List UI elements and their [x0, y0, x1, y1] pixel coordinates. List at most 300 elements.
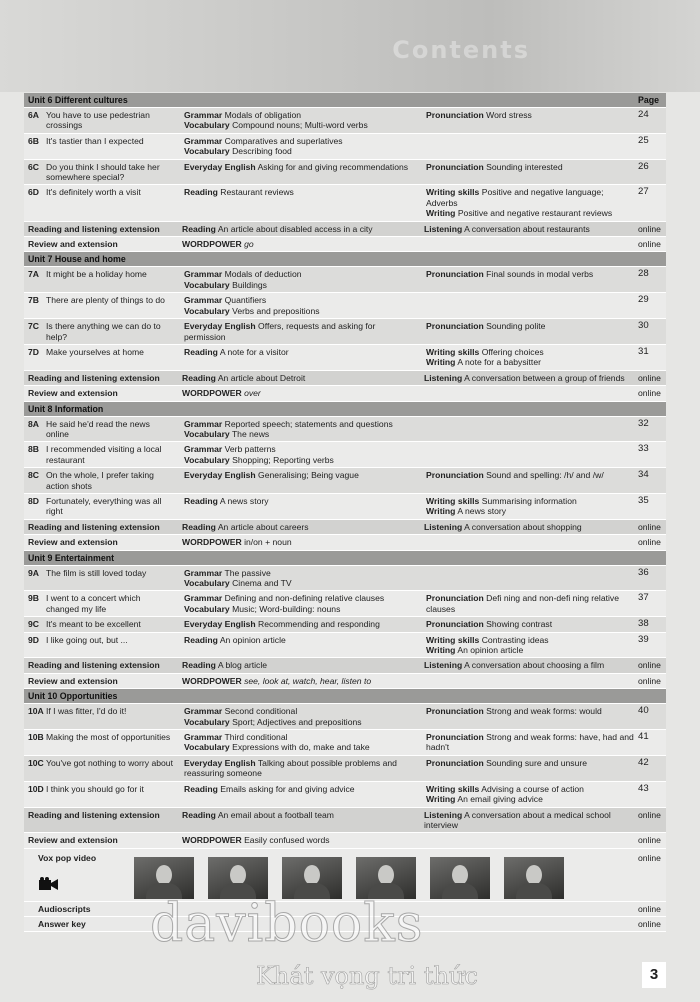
extension-right-value: A conversation about choosing a film	[464, 660, 605, 671]
lesson-code: 7A	[28, 269, 39, 280]
unit-header	[24, 402, 666, 417]
extension-right-key: Listening	[424, 809, 463, 820]
grammar-line-1-key: Reading	[184, 634, 218, 645]
lesson-grammar-cell	[180, 442, 422, 467]
extension-left-value: see, look at, watch, hear, listen to	[244, 675, 372, 686]
extension-left-key: WORDPOWER	[182, 675, 242, 686]
vox-pop-label: Vox pop video	[38, 852, 97, 863]
skills-line-1-value: Contrasting ideas	[481, 634, 549, 645]
lesson-title: On the whole, I prefer taking action shots	[46, 470, 154, 491]
lesson-title: Make yourselves at home	[46, 346, 144, 357]
lesson-skills-cell	[422, 185, 638, 220]
grammar-line	[184, 419, 418, 429]
page-column-label: Page	[638, 95, 660, 105]
lesson-skills-cell	[422, 417, 638, 442]
thumbnail-face	[526, 865, 542, 885]
skills-line-1-key: Pronunciation	[426, 321, 484, 332]
lesson-skills-cell	[422, 442, 638, 467]
grammar-line-1-value: An opinion article	[219, 634, 286, 645]
lesson-page: 37	[638, 592, 649, 604]
skills-line-2-value: A news story	[457, 506, 507, 517]
extension-left-value: in/on + noun	[244, 537, 292, 548]
grammar-line-1-value: Modals of obligation	[224, 110, 302, 120]
lesson-page: 27	[638, 186, 649, 198]
vocabulary-line	[184, 742, 418, 752]
lesson-code: 6C	[28, 161, 39, 172]
extension-right-cell	[420, 808, 638, 833]
lesson-title: It's tastier than I expected	[46, 135, 144, 146]
extension-left-cell	[178, 658, 420, 672]
lesson-code: 6B	[28, 135, 39, 146]
header-ghost-title: Contents	[392, 36, 530, 64]
lesson-title: I like going out, but ...	[46, 634, 128, 645]
extension-row	[24, 386, 666, 401]
footer-page: online	[638, 918, 661, 929]
grammar-line-1-key: Reading	[184, 495, 218, 506]
writing-line	[426, 357, 634, 367]
lesson-page: 34	[638, 469, 649, 481]
grammar-line	[184, 295, 418, 305]
lesson-skills-cell	[422, 267, 638, 292]
lesson-grammar-cell	[180, 417, 422, 442]
grammar-line-2-value: Music; Word-building: nouns	[232, 603, 341, 614]
skills-line-1-value: Sounding sure and unsure	[486, 757, 587, 768]
lesson-row	[24, 185, 666, 221]
skills-line	[426, 784, 634, 794]
extension-left-key: Reading	[182, 809, 216, 820]
extension-right-key: Listening	[424, 521, 463, 532]
skills-line-1-value: Positive and negative language; Adverbs	[426, 187, 604, 208]
grammar-line-2-key: Vocabulary	[184, 578, 230, 588]
grammar-line-1-value: Generalising; Being vague	[258, 470, 359, 481]
lesson-row	[24, 494, 666, 520]
lesson-skills-cell	[422, 319, 638, 344]
lesson-code: 9A	[28, 567, 39, 578]
grammar-line	[184, 110, 418, 120]
vocabulary-line	[184, 455, 418, 465]
lesson-code: 8A	[28, 418, 39, 429]
lesson-skills-cell	[422, 782, 638, 807]
unit-header	[24, 551, 666, 566]
skills-line	[426, 347, 634, 357]
vox-pop-thumbnail[interactable]	[282, 857, 342, 899]
extension-left-key: WORDPOWER	[182, 388, 242, 399]
grammar-line	[184, 706, 418, 716]
extension-page: online	[638, 372, 661, 383]
lesson-page: 26	[638, 160, 649, 172]
skills-line-2-value: An opinion article	[457, 645, 524, 656]
vocabulary-line	[184, 280, 418, 290]
extension-page: online	[638, 675, 661, 686]
lesson-page: 42	[638, 756, 649, 768]
grammar-line	[184, 619, 418, 629]
lesson-code: 8D	[28, 495, 39, 506]
lesson-grammar-cell	[180, 756, 422, 781]
lesson-code: 8B	[28, 444, 39, 455]
extension-row	[24, 833, 666, 848]
skills-line-1-key: Pronunciation	[426, 470, 484, 481]
lesson-title: If I was fitter, I'd do it!	[46, 706, 127, 717]
extension-left-cell	[178, 520, 420, 534]
skills-line-1-key: Pronunciation	[426, 110, 484, 120]
lesson-row	[24, 782, 666, 808]
skills-line-1-key: Writing skills	[426, 495, 480, 506]
lesson-grammar-cell	[180, 782, 422, 807]
watermark-tagline: Khát vọng tri thức	[256, 962, 478, 990]
extension-left-key: WORDPOWER	[182, 239, 242, 250]
skills-line-2-key: Writing	[426, 645, 456, 656]
skills-line-1-key: Pronunciation	[426, 706, 484, 717]
lesson-code: 10D	[28, 783, 44, 794]
writing-line	[426, 645, 634, 655]
skills-line-1-value: Word stress	[486, 110, 532, 120]
extension-left-key: WORDPOWER	[182, 835, 242, 846]
skills-line-1-key: Pronunciation	[426, 732, 484, 743]
lesson-skills-cell	[422, 468, 638, 493]
skills-line-1-value: Strong and weak forms: would	[486, 706, 602, 717]
grammar-line-2-value: Cinema and TV	[232, 578, 292, 588]
skills-line-1-value: Final sounds in modal verbs	[486, 269, 594, 280]
lesson-code: 10B	[28, 732, 44, 743]
unit-header	[24, 689, 666, 704]
lesson-page: 32	[638, 417, 649, 429]
lesson-grammar-cell	[180, 468, 422, 493]
skills-line-2-value: An email giving advice	[457, 794, 543, 805]
lesson-code: 7B	[28, 295, 39, 306]
lesson-skills-cell	[422, 293, 638, 318]
lesson-title: He said he'd read the news online	[46, 418, 150, 439]
extension-right-key: Listening	[424, 223, 463, 234]
extension-title: Reading and listening extension	[28, 521, 160, 532]
thumbnail-body	[516, 883, 552, 899]
grammar-line	[184, 784, 418, 794]
skills-line	[426, 187, 634, 208]
extension-right-value: A conversation between a group of friends	[464, 372, 625, 383]
extension-left-value: An article about careers	[217, 521, 309, 532]
skills-line	[426, 732, 634, 753]
extension-right-cell	[420, 674, 638, 688]
lesson-code: 10A	[28, 706, 44, 717]
grammar-line	[184, 444, 418, 454]
skills-line-1-key: Pronunciation	[426, 161, 484, 172]
vocabulary-line	[184, 306, 418, 316]
grammar-line-1-key: Grammar	[184, 269, 223, 280]
unit-title: Unit 8 Information	[28, 403, 104, 414]
lesson-grammar-cell	[180, 566, 422, 591]
lesson-skills-cell	[422, 134, 638, 159]
lesson-code: 7D	[28, 346, 39, 357]
contents-table	[24, 93, 666, 932]
lesson-title: Making the most of opportunities	[46, 732, 171, 743]
vocabulary-line	[184, 120, 418, 130]
grammar-line-1-key: Reading	[184, 783, 218, 794]
lesson-skills-cell	[422, 345, 638, 370]
skills-line-2-key: Writing	[426, 794, 456, 805]
writing-line	[426, 794, 634, 804]
grammar-line-1-value: Talking about possible problems and reassuring someone	[184, 757, 397, 779]
unit-title: Unit 7 House and home	[28, 254, 126, 265]
extension-page: online	[638, 809, 661, 820]
lesson-title: I think you should go for it	[46, 783, 144, 794]
vox-pop-thumbnail[interactable]	[208, 857, 268, 899]
lesson-title: Do you think I should take her somewhere special?	[46, 161, 160, 183]
lesson-page: 24	[638, 109, 649, 120]
skills-line	[426, 593, 634, 614]
skills-line-1-key: Pronunciation	[426, 619, 484, 630]
extension-right-cell	[420, 658, 638, 672]
extension-page: online	[638, 835, 661, 846]
vocabulary-line	[184, 146, 418, 156]
extension-left-key: WORDPOWER	[182, 537, 242, 548]
extension-left-key: Reading	[182, 372, 216, 383]
skills-line-2-value: A note for a babysitter	[457, 357, 541, 368]
footer-page: online	[638, 903, 661, 914]
grammar-line-1-key: Grammar	[184, 706, 223, 717]
footer-label: Answer key	[38, 918, 86, 929]
lesson-page: 31	[638, 345, 649, 357]
extension-left-key: Reading	[182, 223, 216, 234]
grammar-line-1-key: Grammar	[184, 732, 223, 743]
lesson-row	[24, 730, 666, 756]
extension-title: Reading and listening extension	[28, 809, 160, 820]
grammar-line-2-key: Vocabulary	[184, 454, 230, 465]
grammar-line-2-key: Vocabulary	[184, 742, 230, 753]
grammar-line-2-key: Vocabulary	[184, 146, 230, 157]
vocabulary-line	[184, 717, 418, 727]
grammar-line-1-key: Everyday English	[184, 757, 256, 768]
extension-left-key: Reading	[182, 521, 216, 532]
lesson-row	[24, 417, 666, 443]
lesson-title: Is there anything we can do to help?	[46, 321, 161, 342]
lesson-grammar-cell	[180, 704, 422, 729]
grammar-line	[184, 136, 418, 146]
extension-page: online	[638, 223, 661, 234]
grammar-line-1-value: Quantifiers	[224, 295, 267, 306]
skills-line	[426, 269, 634, 279]
grammar-line-2-value: Shopping; Reporting verbs	[232, 454, 334, 465]
lesson-row	[24, 633, 666, 659]
extension-title: Review and extension	[28, 835, 118, 846]
lesson-grammar-cell	[180, 591, 422, 616]
grammar-line-2-value: Sport; Adjectives and prepositions	[232, 716, 362, 727]
thumbnail-body	[442, 883, 478, 899]
grammar-line-1-value: Second conditional	[224, 706, 298, 717]
lesson-title: I went to a concert which changed my life	[46, 593, 141, 614]
lesson-code: 9C	[28, 619, 39, 630]
lesson-title: It's definitely worth a visit	[46, 187, 141, 198]
vox-pop-label-cell	[24, 849, 134, 901]
lesson-grammar-cell	[180, 730, 422, 755]
lesson-page: 38	[638, 618, 649, 630]
skills-line-1-value: Showing contrast	[486, 619, 553, 630]
grammar-line-1-key: Grammar	[184, 593, 223, 604]
skills-line-1-value: Advising a course of action	[481, 783, 584, 794]
lesson-row	[24, 591, 666, 617]
lesson-grammar-cell	[180, 319, 422, 344]
extension-left-cell	[178, 535, 420, 549]
grammar-line-2-value: The news	[231, 428, 270, 439]
lesson-row	[24, 160, 666, 186]
grammar-line-2-key: Vocabulary	[184, 305, 230, 316]
lesson-grammar-cell	[180, 617, 422, 631]
grammar-line-2-key: Vocabulary	[184, 603, 230, 614]
lesson-grammar-cell	[180, 494, 422, 519]
lesson-row	[24, 319, 666, 345]
vox-pop-thumbnail[interactable]	[504, 857, 564, 899]
grammar-line-1-value: The passive	[224, 567, 271, 578]
skills-line	[426, 162, 634, 172]
vox-pop-thumbnails	[134, 849, 638, 901]
grammar-line-1-value: Modals of deduction	[224, 269, 302, 280]
lesson-code: 8C	[28, 470, 39, 481]
lesson-page: 36	[638, 566, 649, 578]
extension-row	[24, 535, 666, 550]
lesson-row	[24, 267, 666, 293]
lesson-skills-cell	[422, 617, 638, 631]
extension-row	[24, 674, 666, 689]
skills-line-1-key: Writing skills	[426, 783, 480, 794]
skills-line-1-key: Pronunciation	[426, 269, 484, 280]
lesson-title: You've got nothing to worry about	[46, 757, 173, 768]
lesson-row	[24, 108, 666, 134]
skills-line-1-value: Sound and spelling: /h/ and /w/	[486, 470, 604, 481]
extension-row	[24, 222, 666, 237]
grammar-line-1-key: Everyday English	[184, 321, 256, 332]
grammar-line-1-key: Everyday English	[184, 470, 256, 481]
thumbnail-face	[230, 865, 246, 885]
extension-right-cell	[420, 386, 638, 400]
lesson-title: There are plenty of things to do	[46, 295, 165, 306]
vox-pop-thumbnail[interactable]	[134, 857, 194, 899]
grammar-line-2-value: Expressions with do, make and take	[232, 742, 370, 753]
extension-right-cell	[420, 222, 638, 236]
grammar-line	[184, 269, 418, 279]
lesson-code: 7C	[28, 321, 39, 332]
skills-line-1-key: Writing skills	[426, 634, 480, 645]
grammar-line-2-value: Compound nouns; Multi-word verbs	[232, 120, 368, 131]
extension-left-cell	[178, 237, 420, 251]
grammar-line-1-key: Grammar	[184, 135, 223, 146]
extension-right-cell	[420, 371, 638, 385]
thumbnail-face	[304, 865, 320, 885]
skills-line	[426, 619, 634, 629]
grammar-line-1-key: Everyday English	[184, 161, 256, 172]
skills-line-1-value: Strong and weak forms: have, had and hadn't	[426, 732, 634, 753]
writing-line	[426, 506, 634, 516]
grammar-line-1-value: A note for a visitor	[219, 346, 289, 357]
extension-left-cell	[178, 674, 420, 688]
grammar-line-2-value: Verbs and prepositions	[232, 305, 320, 316]
extension-row	[24, 371, 666, 386]
vox-pop-thumbnail[interactable]	[356, 857, 416, 899]
skills-line-1-value: Summarising information	[481, 495, 577, 506]
skills-line-2-value: Positive and negative restaurant reviews	[457, 208, 613, 219]
page-column-label	[638, 551, 666, 565]
lesson-row	[24, 566, 666, 592]
grammar-line-1-key: Reading	[184, 346, 218, 357]
lesson-code: 9B	[28, 593, 39, 604]
lesson-page: 33	[638, 443, 649, 455]
lesson-title: Fortunately, everything was all right	[46, 495, 162, 517]
header-band	[0, 0, 700, 92]
extension-left-value: An email about a football team	[217, 809, 334, 820]
extension-page: online	[638, 521, 661, 532]
footer-label: Audioscripts	[38, 903, 91, 914]
page-column-label	[638, 689, 666, 703]
extension-right-cell	[420, 237, 638, 251]
extension-row	[24, 520, 666, 535]
extension-right-key: Listening	[424, 372, 463, 383]
skills-line-1-key: Pronunciation	[426, 757, 484, 768]
lesson-code: 10C	[28, 757, 44, 768]
lesson-skills-cell	[422, 108, 638, 133]
grammar-line-2-value: Buildings	[232, 279, 267, 290]
unit-title: Unit 6 Different cultures	[28, 95, 128, 105]
lesson-row	[24, 617, 666, 632]
extension-right-cell	[420, 833, 638, 847]
lesson-title: It's meant to be excellent	[46, 619, 141, 630]
extension-page: online	[638, 660, 661, 671]
skills-line-1-value: Offering choices	[481, 346, 544, 357]
lesson-skills-cell	[422, 730, 638, 755]
grammar-line-1-key: Grammar	[184, 295, 223, 306]
page-number: 3	[642, 962, 666, 988]
grammar-line-1-value: Recommending and responding	[258, 619, 380, 630]
lesson-grammar-cell	[180, 633, 422, 658]
lesson-skills-cell	[422, 494, 638, 519]
grammar-line-2-key: Vocabulary	[184, 120, 230, 131]
grammar-line	[184, 593, 418, 603]
extension-left-value: An article about disabled access in a city	[217, 223, 373, 234]
lesson-skills-cell	[422, 633, 638, 658]
skills-line	[426, 110, 634, 120]
lesson-row	[24, 293, 666, 319]
lesson-page: 28	[638, 268, 649, 280]
lesson-grammar-cell	[180, 267, 422, 292]
extension-title: Review and extension	[28, 239, 118, 250]
grammar-line-1-value: Offers, requests and asking for permission	[184, 321, 376, 342]
grammar-line-1-value: Emails asking for and giving advice	[220, 783, 355, 794]
lesson-title: It might be a holiday home	[46, 269, 147, 280]
grammar-line	[184, 496, 418, 506]
extension-right-cell	[420, 535, 638, 549]
lesson-grammar-cell	[180, 134, 422, 159]
grammar-line	[184, 635, 418, 645]
extension-right-cell	[420, 520, 638, 534]
skills-line	[426, 496, 634, 506]
skills-line-1-key: Writing skills	[426, 346, 480, 357]
skills-line-1-key: Writing skills	[426, 187, 480, 198]
lesson-grammar-cell	[180, 108, 422, 133]
grammar-line	[184, 321, 418, 342]
lesson-row	[24, 134, 666, 160]
extension-left-value: go	[244, 239, 254, 250]
unit-header	[24, 93, 666, 108]
vox-pop-thumbnail[interactable]	[430, 857, 490, 899]
extension-right-value: A conversation about a medical school interview	[424, 809, 611, 830]
grammar-line-1-key: Grammar	[184, 110, 223, 120]
extension-right-value: A conversation about restaurants	[464, 223, 590, 234]
grammar-line	[184, 732, 418, 742]
lesson-page: 39	[638, 633, 649, 645]
extension-right-value: A conversation about shopping	[464, 521, 582, 532]
lesson-grammar-cell	[180, 293, 422, 318]
grammar-line-2-value: Describing food	[232, 146, 292, 157]
thumbnail-face	[452, 865, 468, 885]
extension-left-value: A blog article	[217, 660, 268, 671]
skills-line-2-key: Writing	[426, 208, 456, 219]
extension-row	[24, 808, 666, 834]
